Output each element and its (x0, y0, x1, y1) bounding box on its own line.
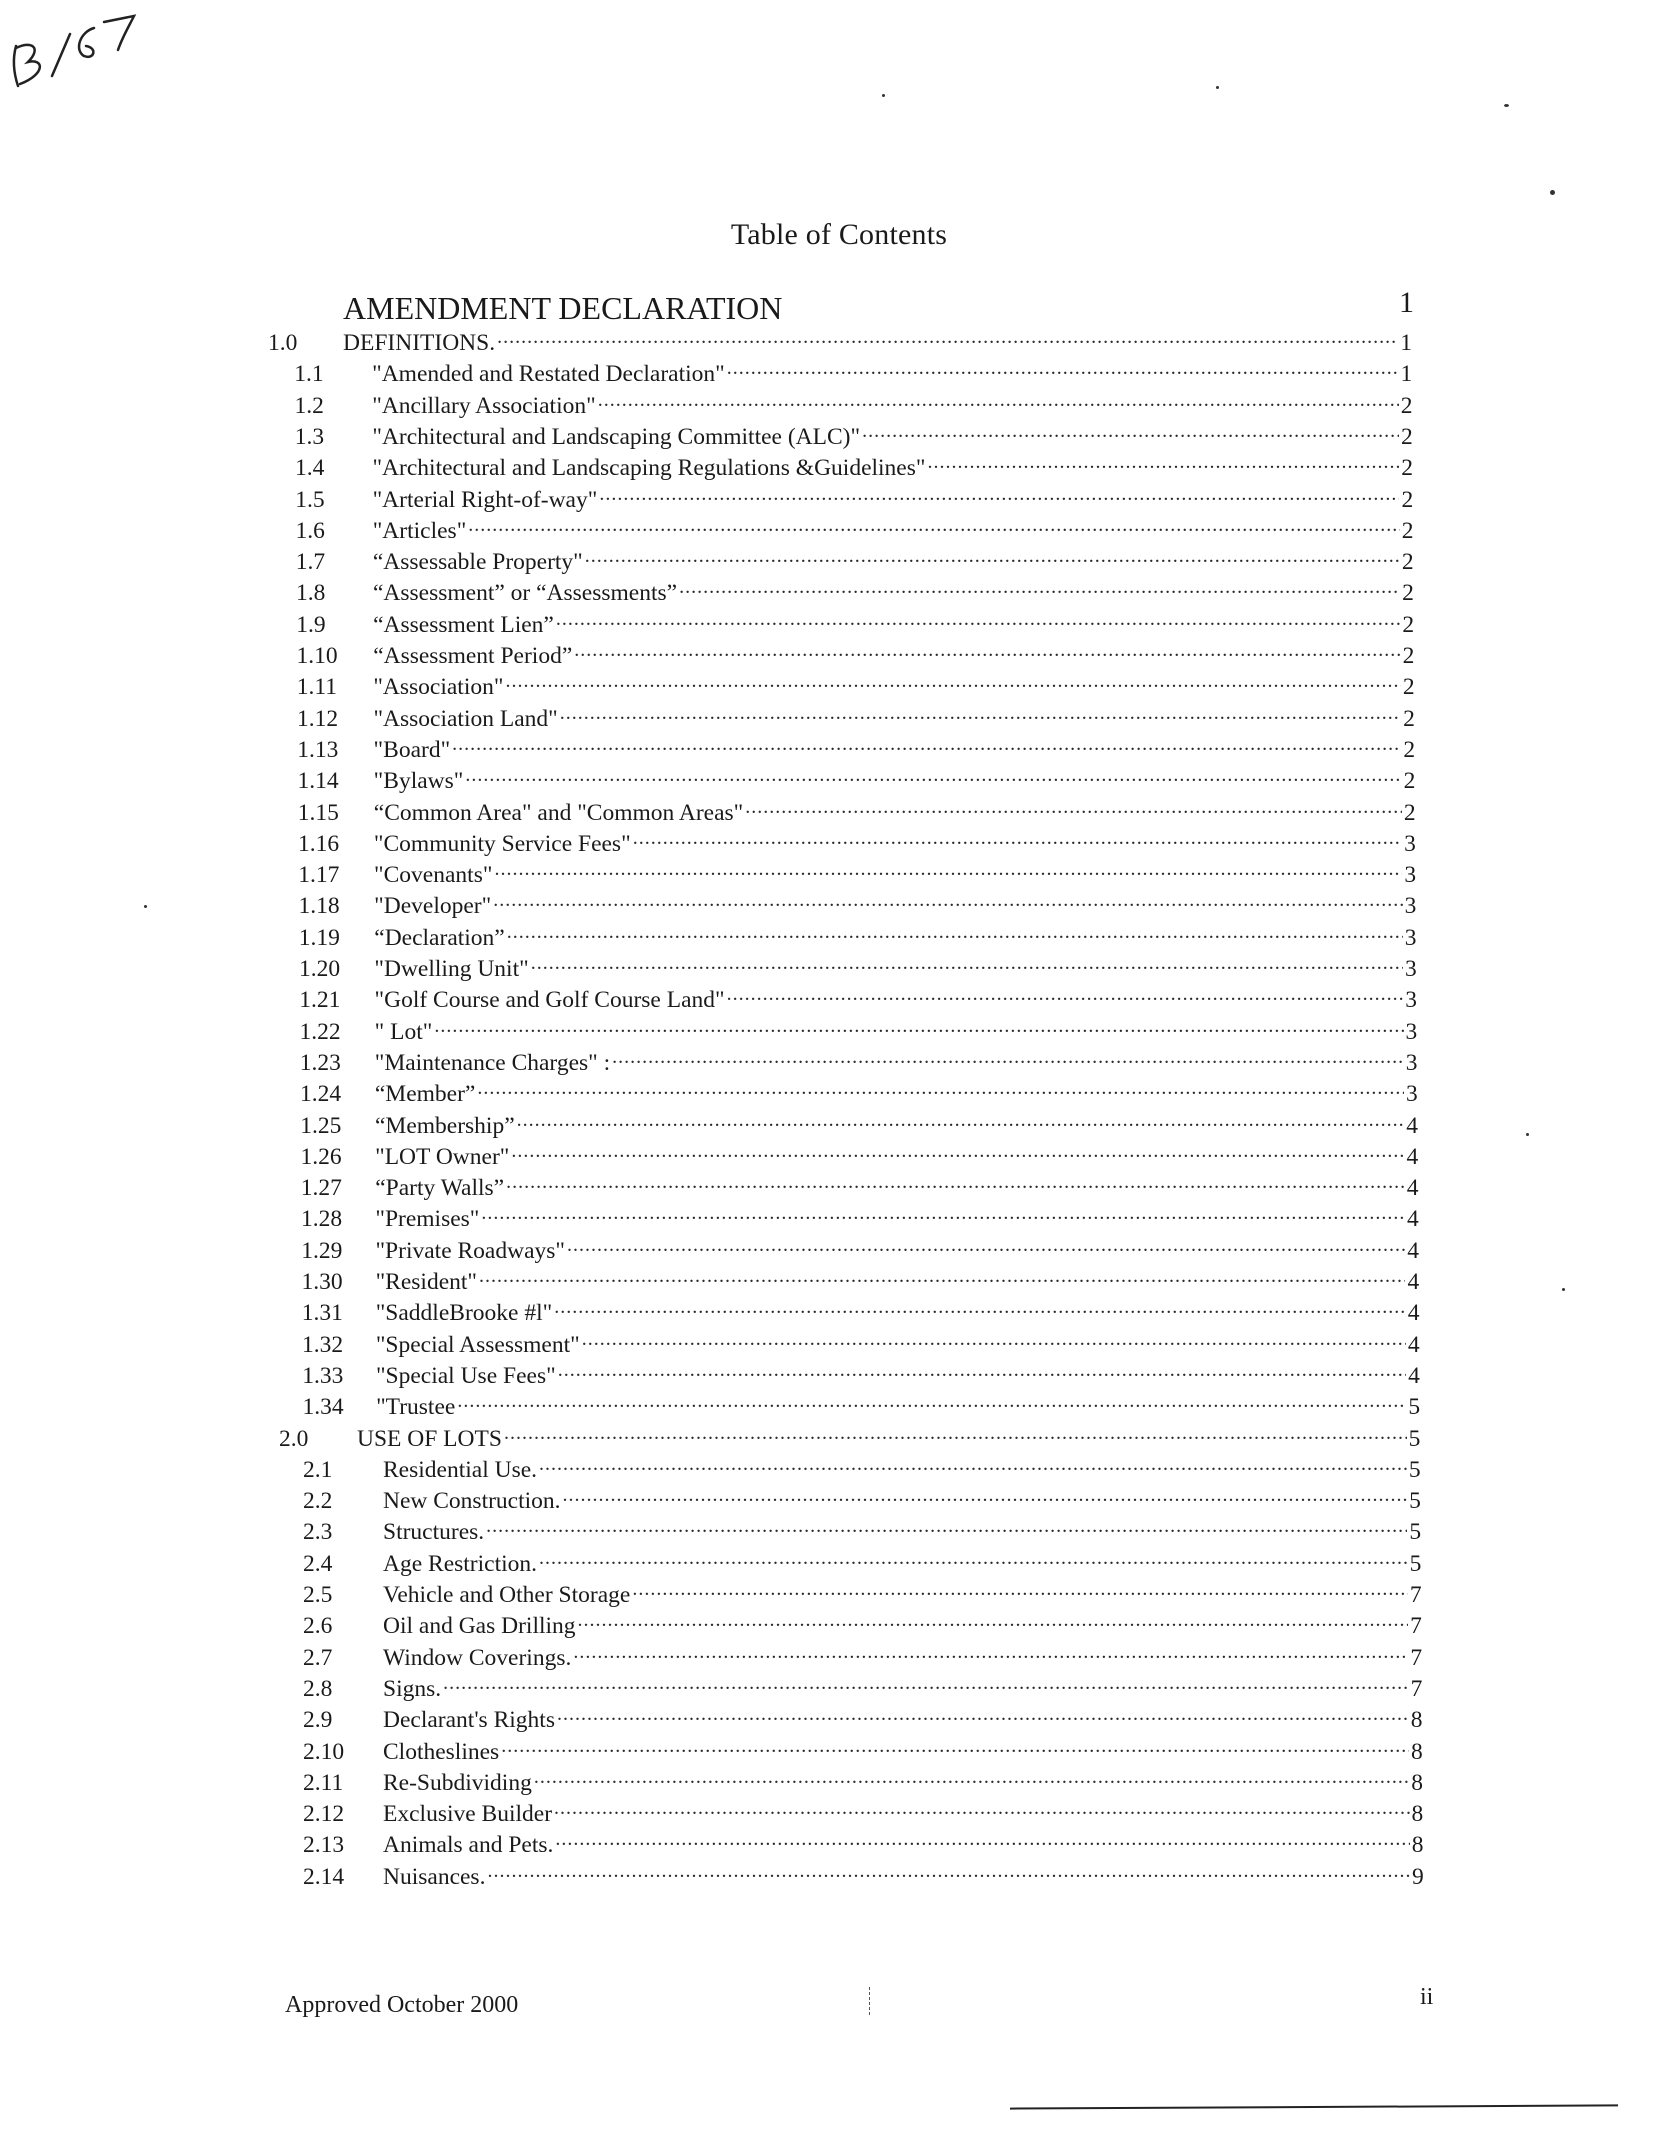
toc-entry-page: 4 (1406, 1206, 1419, 1233)
page-title: Table of Contents (730, 218, 948, 251)
toc-entry-title: "SaddleBrooke #l" (375, 1300, 553, 1327)
toc-entry-page: 3 (1404, 862, 1417, 889)
toc-entry-page: 2 (1401, 455, 1413, 482)
toc-entry (295, 451, 1413, 481)
toc-entry-title: New Construction. (383, 1488, 561, 1515)
approval-note: Approved October 2000 (285, 1992, 519, 2018)
toc-dot-leader (434, 1015, 1403, 1039)
toc-entry-number: 2.1 (303, 1456, 333, 1483)
toc-entry-page: 2 (1402, 580, 1414, 607)
toc-entry (297, 670, 1415, 700)
toc-entry-page: 3 (1404, 830, 1416, 857)
toc-entry-page: 8 (1411, 1832, 1424, 1859)
toc-dot-leader (493, 889, 1402, 913)
toc-entry-title: “Declaration” (374, 924, 505, 951)
toc-entry-number: 2.0 (279, 1425, 309, 1452)
toc-dot-leader (574, 639, 1400, 663)
toc-dot-leader (443, 1672, 1408, 1696)
toc-entry-title: “Assessment” or “Assessments” (372, 580, 678, 607)
toc-entry-page: 7 (1410, 1644, 1423, 1671)
toc-entry-number: 1.10 (296, 643, 338, 669)
toc-entry-title: Vehicle and Other Storage (383, 1582, 631, 1608)
toc-entry (303, 1515, 1421, 1545)
toc-dot-leader (727, 357, 1399, 381)
toc-entry-number: 2.8 (303, 1675, 333, 1702)
toc-entry-title: "Covenants" (374, 862, 493, 889)
toc-entry-title: "Architectural and Landscaping Regulations &Guidelines" (372, 455, 926, 482)
toc-dot-leader (517, 1109, 1405, 1133)
toc-entry-page: 1 (1400, 361, 1413, 388)
toc-entry-title: Window Coverings. (383, 1644, 572, 1671)
scan-edge-line (1010, 2104, 1618, 2109)
toc-entry-title: “Assessment Period” (373, 643, 573, 669)
toc-dot-leader (511, 1140, 1404, 1164)
toc-entry (303, 1828, 1424, 1858)
toc-entry-title: "Golf Course and Golf Course Land" (374, 987, 725, 1014)
toc-entry (303, 1672, 1422, 1702)
toc-entry (296, 545, 1414, 575)
toc-dot-leader (585, 545, 1400, 569)
toc-entry-title: Declarant's Rights (383, 1707, 555, 1734)
toc-entry (294, 357, 1412, 387)
toc-entry-page: 3 (1404, 924, 1417, 951)
toc-entry-title: "Premises" (375, 1206, 480, 1233)
toc-entry-number: 2.9 (303, 1707, 333, 1734)
toc-dot-leader (539, 1547, 1408, 1571)
scan-speck (1216, 86, 1219, 89)
toc-entry (301, 1171, 1419, 1201)
toc-entry-title: "Community Service Fees" (373, 830, 631, 857)
toc-entry-number: 1.17 (298, 862, 340, 889)
toc-entry-number: 2.12 (303, 1801, 345, 1828)
toc-entry-page: 2 (1403, 799, 1416, 826)
toc-entry (295, 389, 1413, 419)
toc-dot-leader (557, 1703, 1409, 1727)
toc-entry (299, 983, 1417, 1013)
toc-dot-leader (501, 1735, 1409, 1759)
toc-entry-page: 3 (1405, 1018, 1418, 1045)
toc-entry-number: 1.2 (294, 392, 324, 419)
toc-entry-title: Structures. (383, 1519, 485, 1546)
toc-entry-number: 2.5 (303, 1582, 333, 1608)
toc-entry-number: 1.7 (295, 549, 326, 576)
toc-entry (303, 1703, 1423, 1733)
toc-dot-leader (507, 921, 1403, 945)
toc-entry-number: 1.22 (299, 1018, 341, 1045)
toc-entry-number: 1.30 (301, 1269, 343, 1295)
toc-entry-number: 2.6 (303, 1613, 333, 1640)
scan-speck (1526, 1133, 1529, 1136)
toc-dot-leader (505, 670, 1400, 694)
toc-entry (268, 326, 1412, 356)
toc-entry-title: Residential Use. (383, 1456, 538, 1483)
toc-entry (297, 702, 1415, 732)
toc-dot-leader (494, 858, 1402, 882)
toc-entry-page: 3 (1406, 1081, 1418, 1108)
toc-entry (300, 1046, 1418, 1076)
toc-entry-title: "Architectural and Landscaping Committee (ALC)" (372, 423, 861, 450)
toc-entry-title: "LOT Owner" (375, 1143, 510, 1170)
toc-entry (301, 1202, 1419, 1232)
handwritten-note-image (2, 6, 152, 96)
toc-entry (301, 1234, 1419, 1264)
toc-dot-leader (452, 733, 1401, 757)
toc-entry-title: "Special Use Fees" (375, 1362, 556, 1389)
toc-entry-page: 2 (1400, 392, 1413, 419)
toc-entry-number: 1.12 (297, 705, 339, 732)
toc-entry-title: " Lot" (374, 1018, 433, 1045)
toc-entry (295, 420, 1413, 450)
toc-entry-number: 1.29 (301, 1237, 343, 1264)
toc-entry-number: 1.32 (302, 1331, 344, 1358)
toc-entry (303, 1453, 1421, 1483)
toc-entry-title: "Dwelling Unit" (374, 956, 529, 982)
amendment-declaration-label: AMENDMENT DECLARATION (343, 290, 783, 326)
toc-entry-page: 3 (1405, 1049, 1418, 1076)
toc-entry-number: 2.4 (303, 1550, 333, 1577)
toc-entry (296, 576, 1414, 606)
toc-dot-leader (558, 1359, 1406, 1383)
toc-entry-number: 1.25 (300, 1112, 342, 1139)
toc-entry-number: 2.14 (303, 1863, 345, 1890)
toc-entry-title: "Association Land" (373, 705, 558, 732)
toc-dot-leader (479, 1265, 1405, 1289)
toc-entry-page: 3 (1405, 987, 1418, 1014)
scan-speck (882, 94, 885, 97)
scan-speck (1562, 1288, 1565, 1291)
toc-dot-leader (468, 514, 1399, 538)
toc-entry-page: 4 (1407, 1300, 1420, 1327)
toc-entry-number: 1.6 (295, 517, 325, 544)
toc-entry-page: 2 (1402, 674, 1415, 701)
toc-entry (300, 1077, 1418, 1107)
toc-entry-page: 8 (1411, 1738, 1423, 1765)
toc-entry-page: 2 (1401, 517, 1414, 544)
toc-entry-number: 1.23 (299, 1049, 341, 1076)
toc-entry-page: 5 (1409, 1519, 1422, 1546)
toc-entry (302, 1265, 1420, 1295)
toc-dot-leader (497, 326, 1398, 350)
toc-entry-title: Age Restriction. (383, 1550, 538, 1577)
toc-entry-title: "Developer" (374, 893, 492, 920)
toc-entry-number: 1.31 (301, 1300, 343, 1327)
toc-entry-page: 1 (1400, 330, 1412, 356)
toc-dot-leader (554, 1296, 1405, 1320)
toc-entry-page: 5 (1409, 1488, 1421, 1515)
scan-speck (1504, 104, 1509, 107)
toc-entry (298, 858, 1416, 888)
toc-entry-page: 4 (1407, 1237, 1419, 1264)
toc-entry-title: "Amended and Restated Declaration" (372, 361, 725, 388)
toc-entry-number: 1.0 (268, 330, 298, 356)
toc-entry-page: 4 (1406, 1112, 1418, 1139)
toc-entry-title: “Common Area" and "Common Areas" (373, 799, 744, 826)
toc-entry-number: 1.4 (295, 455, 325, 482)
toc-entry-title: "Board" (373, 736, 451, 763)
toc-entry-title: USE OF LOTS (357, 1425, 502, 1452)
toc-entry-number: 1.14 (297, 768, 339, 795)
toc-dot-leader (599, 483, 1399, 507)
toc-entry (295, 483, 1413, 513)
toc-entry-number: 2.13 (303, 1832, 345, 1859)
toc-entry-title: “Party Walls” (375, 1175, 505, 1202)
toc-entry-page: 9 (1412, 1863, 1424, 1890)
toc-entry (302, 1359, 1420, 1389)
toc-dot-leader (487, 1860, 1410, 1884)
toc-entry (298, 764, 1416, 794)
toc-entry (300, 1015, 1418, 1045)
toc-entry (301, 1140, 1419, 1170)
page-number: ii (1420, 1984, 1434, 2010)
toc-dot-leader (477, 1077, 1404, 1101)
toc-entry-title: Animals and Pets. (383, 1832, 554, 1859)
toc-entry-number: 2.2 (303, 1488, 333, 1515)
toc-entry-page: 2 (1403, 768, 1416, 795)
toc-entry-title: “Membership” (375, 1112, 515, 1139)
toc-entry (303, 1578, 1422, 1608)
amendment-declaration-page: 1 (1399, 286, 1414, 319)
toc-dot-leader (727, 983, 1404, 1007)
toc-dot-leader (555, 1828, 1409, 1852)
toc-entry-page: 7 (1409, 1582, 1422, 1608)
toc-entry-title: “Assessment Lien” (373, 611, 554, 638)
toc-entry-page: 8 (1410, 1707, 1423, 1734)
toc-entry-number: 1.19 (298, 924, 340, 951)
toc-entry-title: Exclusive Builder (383, 1801, 553, 1828)
toc-entry (303, 1641, 1422, 1671)
toc-entry (303, 1609, 1422, 1639)
toc-entry-page: 2 (1403, 705, 1415, 732)
toc-entry-title: Clotheslines (383, 1738, 500, 1765)
toc-entry-page: 4 (1406, 1143, 1419, 1170)
toc-entry-title: "Trustee (376, 1394, 456, 1421)
toc-entry (303, 1484, 1421, 1514)
toc-entry-page: 2 (1401, 549, 1414, 576)
toc-entry-number: 1.33 (302, 1362, 344, 1389)
toc-entry-title: "Ancillary Association" (372, 392, 596, 419)
toc-dot-leader (556, 608, 1401, 632)
toc-entry (302, 1328, 1420, 1358)
toc-dot-leader (506, 1171, 1405, 1195)
toc-entry-title: "Bylaws" (373, 768, 464, 795)
toc-dot-leader (632, 1578, 1408, 1602)
toc-entry (298, 827, 1416, 857)
toc-entry-page: 2 (1403, 736, 1416, 763)
toc-entry-page: 5 (1408, 1394, 1421, 1421)
toc-entry (296, 514, 1414, 544)
toc-entry-page: 8 (1411, 1801, 1424, 1828)
toc-entry-page: 2 (1402, 643, 1415, 669)
toc-entry-number: 2.11 (303, 1769, 344, 1796)
toc-entry-number: 1.13 (297, 736, 339, 763)
amendment-declaration-row (343, 286, 1428, 330)
toc-entry-number: 1.3 (294, 423, 325, 450)
toc-entry-number: 1.5 (295, 486, 325, 513)
toc-dot-leader (563, 1484, 1408, 1508)
toc-entry-page: 2 (1402, 611, 1415, 638)
toc-entry (298, 796, 1416, 826)
toc-entry-title: Nuisances. (383, 1863, 486, 1890)
toc-entry-number: 1.8 (296, 580, 326, 607)
toc-entry (303, 1735, 1423, 1765)
toc-entry-title: Re-Subdividing (383, 1769, 532, 1796)
toc-entry (302, 1296, 1420, 1326)
toc-entry-number: 1.28 (301, 1206, 343, 1233)
toc-dot-leader (567, 1234, 1405, 1258)
toc-entry (296, 608, 1414, 638)
toc-entry (279, 1422, 1420, 1452)
toc-entry-number: 2.7 (303, 1644, 333, 1671)
toc-dot-leader (465, 764, 1401, 788)
toc-entry-number: 1.11 (296, 674, 338, 701)
toc-entry-number: 2.3 (303, 1519, 333, 1546)
toc-entry-title: "Special Assessment" (375, 1331, 580, 1358)
toc-entry-page: 7 (1410, 1613, 1422, 1640)
toc-entry-number: 1.15 (297, 799, 339, 826)
toc-dot-leader (481, 1202, 1405, 1226)
toc-entry-number: 1.26 (300, 1143, 342, 1170)
toc-entry-page: 2 (1400, 423, 1413, 450)
toc-entry-page: 5 (1409, 1550, 1422, 1577)
toc-dot-leader (578, 1609, 1409, 1633)
toc-entry (299, 921, 1417, 951)
toc-dot-leader (573, 1641, 1408, 1665)
toc-entry-title: "Articles" (372, 517, 467, 544)
toc-dot-leader (486, 1515, 1407, 1539)
toc-entry-title: "Arterial Right-of-way" (372, 486, 598, 513)
toc-dot-leader (927, 451, 1399, 475)
toc-entry-number: 1.24 (300, 1081, 342, 1108)
toc-entry-number: 1.9 (296, 611, 326, 638)
toc-entry (303, 1860, 1424, 1890)
toc-entry-title: "Resident" (375, 1269, 478, 1295)
toc-entry-page: 7 (1410, 1675, 1423, 1702)
toc-entry-title: DEFINITIONS. (343, 330, 496, 356)
toc-entry-title: "Private Roadways" (375, 1237, 565, 1264)
toc-entry-page: 4 (1406, 1175, 1419, 1202)
toc-dot-leader (554, 1797, 1409, 1821)
toc-entry-number: 1.18 (298, 893, 340, 920)
toc-entry-page: 4 (1407, 1331, 1420, 1358)
toc-dot-leader (582, 1328, 1406, 1352)
toc-entry-page: 3 (1405, 956, 1417, 982)
toc-entry (297, 639, 1415, 669)
toc-dot-leader (504, 1422, 1407, 1446)
scan-speck (1550, 190, 1555, 195)
toc-entry (303, 1766, 1423, 1796)
toc-entry-page: 4 (1408, 1362, 1420, 1389)
toc-entry-number: 1.34 (302, 1394, 344, 1421)
toc-dot-leader (633, 827, 1402, 851)
toc-dot-leader (531, 952, 1403, 976)
toc-dot-leader (679, 576, 1400, 600)
toc-entry-page: 3 (1404, 893, 1417, 920)
scan-speck (144, 905, 147, 908)
toc-entry-title: "Maintenance Charges" : (374, 1049, 611, 1076)
toc-dot-leader (560, 702, 1401, 726)
toc-entry (303, 1547, 1421, 1577)
toc-entry-number: 1.21 (299, 987, 341, 1014)
toc-entry-number: 1.1 (294, 361, 324, 388)
toc-entry (297, 733, 1415, 763)
toc-entry-title: “Member” (374, 1081, 476, 1108)
toc-entry-number: 1.27 (300, 1175, 342, 1202)
toc-dot-leader (862, 420, 1399, 444)
toc-dot-leader (612, 1046, 1404, 1070)
toc-entry-number: 1.20 (299, 956, 341, 982)
fold-mark (869, 1987, 872, 2015)
toc-dot-leader (534, 1766, 1409, 1790)
toc-dot-leader (745, 796, 1402, 820)
toc-dot-leader (457, 1390, 1406, 1414)
toc-entry-title: Oil and Gas Drilling (383, 1613, 576, 1640)
toc-entry-title: "Association" (373, 674, 504, 701)
toc-entry-page: 2 (1401, 486, 1414, 513)
toc-entry (300, 1109, 1418, 1139)
toc-entry-title: Signs. (383, 1675, 442, 1702)
toc-entry-page: 8 (1411, 1769, 1424, 1796)
toc-entry-page: 5 (1408, 1456, 1421, 1483)
toc-dot-leader (598, 389, 1399, 413)
toc-entry-title: “Assessable Property" (372, 549, 583, 576)
toc-dot-leader (539, 1453, 1407, 1477)
toc-entry-number: 1.16 (298, 830, 340, 857)
toc-entry (303, 1390, 1421, 1420)
toc-entry (299, 952, 1417, 982)
toc-entry (299, 889, 1417, 919)
toc-entry-number: 2.10 (303, 1738, 345, 1765)
toc-entry-page: 4 (1407, 1269, 1420, 1295)
toc-entry-page: 5 (1408, 1425, 1421, 1452)
toc-entry (303, 1797, 1423, 1827)
